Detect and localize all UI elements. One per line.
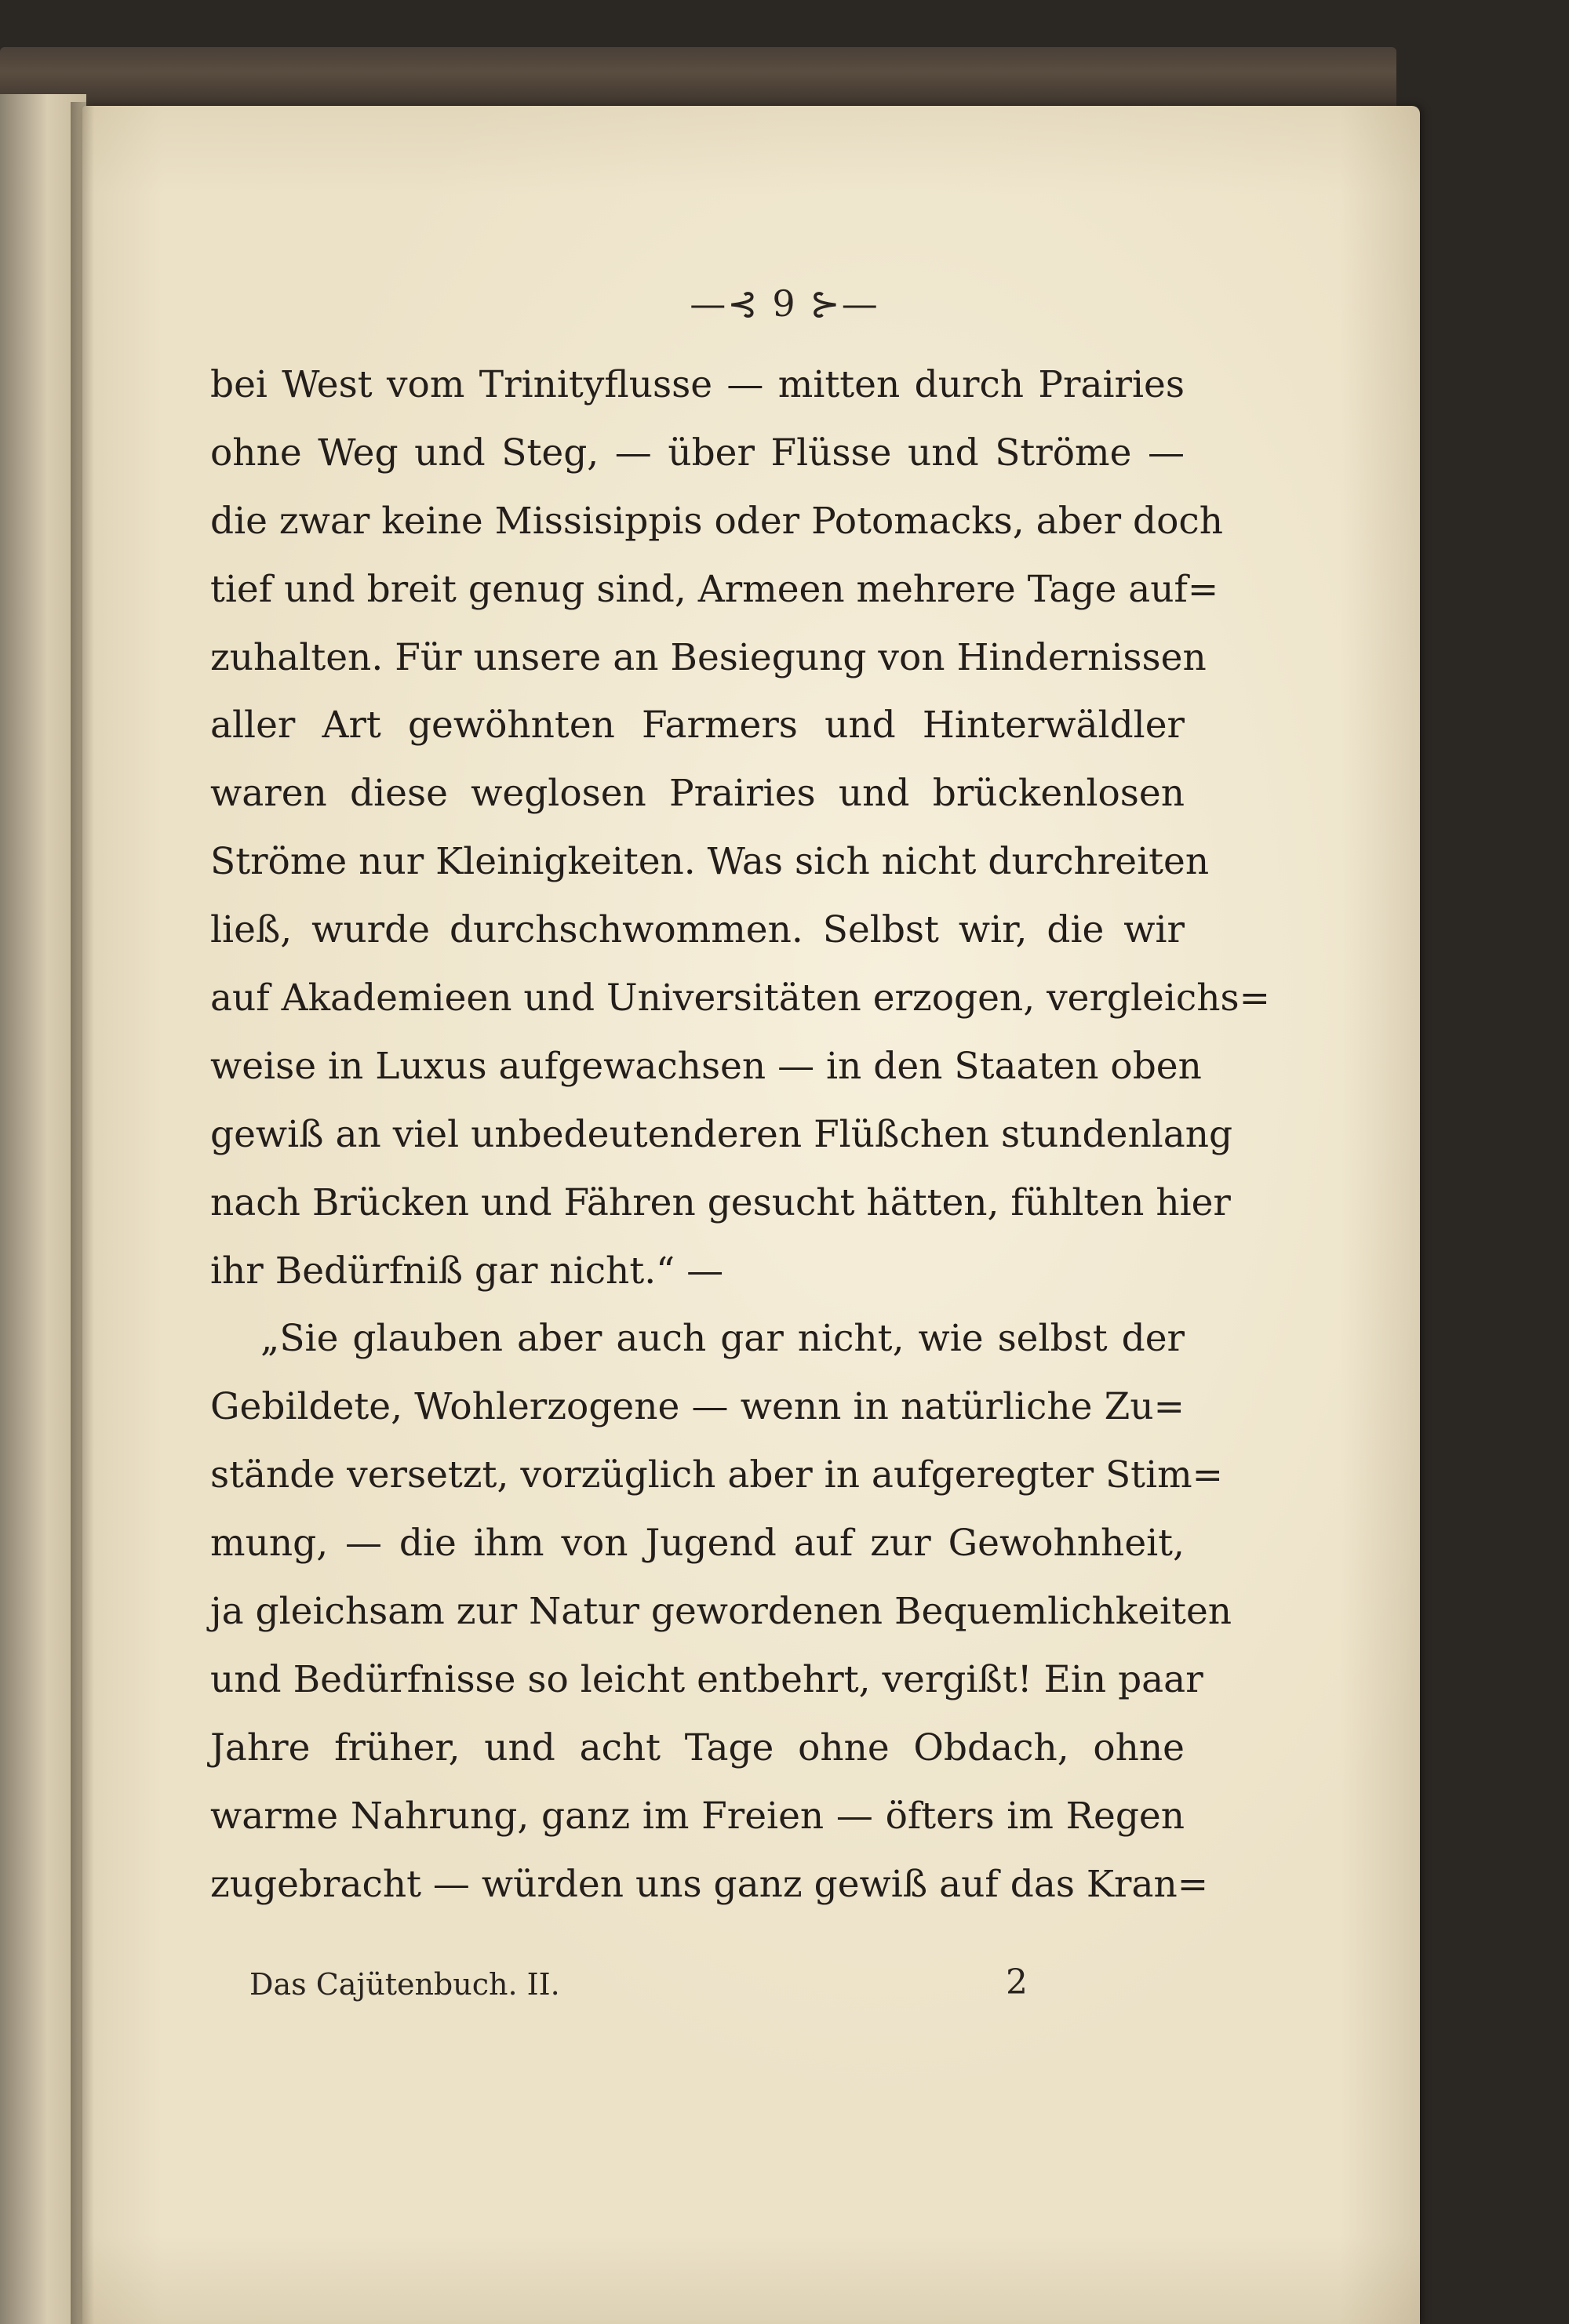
text-line: bei West vom Trinityflusse — mitten durch Prairies <box>210 363 1185 406</box>
text-line: zugebracht — würden uns ganz gewiß auf das Kran= <box>210 1862 1209 1906</box>
body-text <box>210 351 1270 1918</box>
text-line: Ströme nur Kleinigkeiten. Was sich nicht durchreiten <box>210 840 1210 884</box>
text-line: ließ, wurde durchschwommen. Selbst wir, die wir <box>210 908 1185 952</box>
text-line: gewiß an viel unbedeutenderen Flüßchen stundenlang <box>210 1112 1233 1156</box>
text-line: ihr Bedürfniß gar nicht.“ — <box>210 1249 724 1293</box>
text-line: „Sie glauben aber auch gar nicht, wie selbst der <box>260 1317 1185 1361</box>
text-line: zuhalten. Für unsere an Besiegung von Hindernissen <box>210 635 1207 679</box>
text-line: aller Art gewöhnten Farmers und Hinterwäldler <box>210 704 1185 747</box>
signature-mark: 2 <box>1006 1962 1028 2002</box>
text-line: ohne Weg und Steg, — über Flüsse und Ströme — <box>210 431 1185 475</box>
text-line: mung, — die ihm von Jugend auf zur Gewohnheit, <box>210 1522 1185 1566</box>
page-gutter-shadow <box>71 102 94 2324</box>
text-line: Jahre früher, und acht Tage ohne Obdach, ohne <box>210 1726 1185 1769</box>
text-line: Gebildete, Wohlerzogene — wenn in natürliche Zu= <box>210 1385 1185 1429</box>
text-line: weise in Luxus aufgewachsen — in den Staaten oben <box>210 1044 1202 1088</box>
book-title-footer: Das Cajütenbuch. II. <box>249 1967 560 2002</box>
text-line: tief und breit genug sind, Armeen mehrere Tage auf= <box>210 567 1219 611</box>
text-line: ja gleichsam zur Natur gewordenen Bequemlichkeiten <box>210 1590 1232 1634</box>
text-line: warme Nahrung, ganz im Freien — öfters im Regen <box>210 1794 1185 1838</box>
text-line: auf Akademieen und Universitäten erzogen, vergleichs= <box>210 977 1270 1020</box>
book-cover-edge <box>0 47 1396 110</box>
page-number-header: —⊰ 9 ⊱— <box>690 282 879 325</box>
text-line: nach Brücken und Fähren gesucht hätten, fühlten hier <box>210 1180 1231 1224</box>
text-line: waren diese weglosen Prairies und brückenlosen <box>210 772 1185 816</box>
text-line: die zwar keine Missisippis oder Potomacks, aber doch <box>210 499 1223 543</box>
text-line: stände versetzt, vorzüglich aber in aufgeregter Stim= <box>210 1453 1224 1497</box>
text-line: und Bedürfnisse so leicht entbehrt, vergißt! Ein paar <box>210 1657 1203 1701</box>
